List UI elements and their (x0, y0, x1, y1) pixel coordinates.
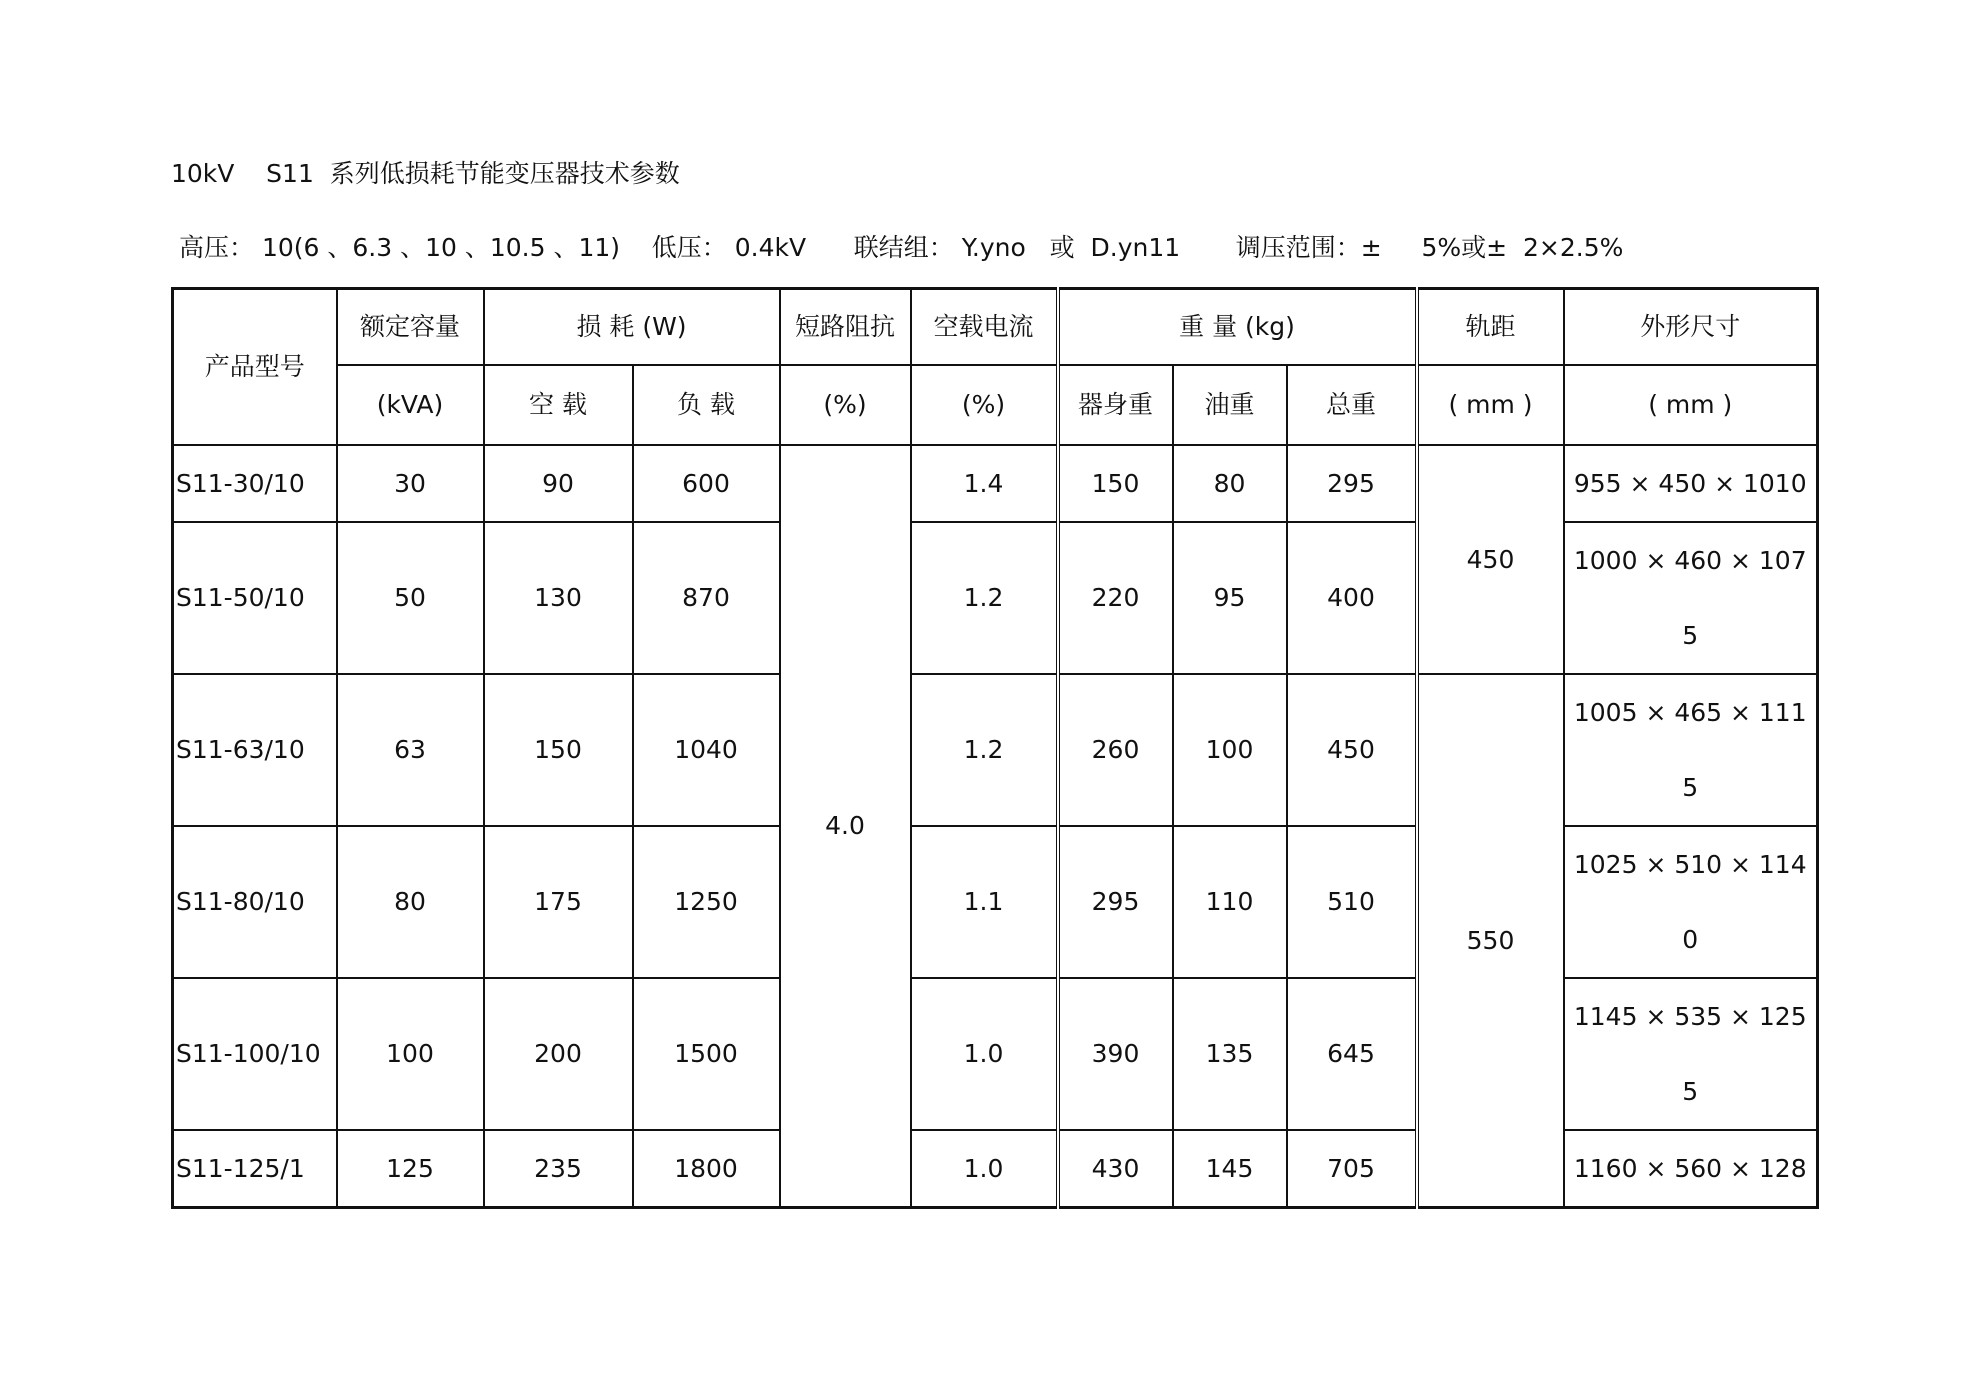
cell-oil-weight: 145 (1173, 1130, 1287, 1208)
cell-current: 1.1 (911, 826, 1058, 978)
document-title: 10kV S11 系列低损耗节能变压器技术参数 (171, 159, 680, 188)
cell-model: S11-30/10 (173, 445, 337, 522)
cell-load-loss: 1800 (633, 1130, 780, 1208)
cell-total-weight: 645 (1287, 978, 1417, 1130)
cell-capacity: 125 (337, 1130, 484, 1208)
cell-dimensions: 1025 × 510 × 1140 (1564, 826, 1818, 978)
header-gauge: 轨距 (1417, 289, 1564, 365)
table-row (173, 674, 1818, 826)
cell-total-weight: 705 (1287, 1130, 1417, 1208)
cell-current: 1.2 (911, 522, 1058, 674)
header-load-loss: 负 载 (633, 365, 780, 445)
cell-body-weight: 220 (1058, 522, 1173, 674)
header-total-weight: 总重 (1287, 365, 1417, 445)
header-no-load-current: 空载电流 (911, 289, 1058, 365)
cell-gauge: 550 (1417, 674, 1564, 1208)
cell-body-weight: 150 (1058, 445, 1173, 522)
cell-capacity: 80 (337, 826, 484, 978)
header-impedance-unit: (%) (780, 365, 911, 445)
cell-model: S11-125/1 (173, 1130, 337, 1208)
cell-dimensions: 955 × 450 × 1010 (1564, 445, 1818, 522)
header-no-load-loss: 空 载 (484, 365, 633, 445)
cell-impedance: 4.0 (780, 445, 911, 1208)
cell-oil-weight: 80 (1173, 445, 1287, 522)
header-dimensions-unit: ( mm ) (1564, 365, 1818, 445)
cell-capacity: 50 (337, 522, 484, 674)
cell-oil-weight: 135 (1173, 978, 1287, 1130)
transformer-parameter-table (171, 287, 1819, 1209)
cell-dimensions: 1160 × 560 × 128 (1564, 1130, 1818, 1208)
cell-no-load-loss: 175 (484, 826, 633, 978)
cell-dimensions: 1145 × 535 × 1255 (1564, 978, 1818, 1130)
cell-load-loss: 600 (633, 445, 780, 522)
header-gauge-unit: ( mm ) (1417, 365, 1564, 445)
table-row (173, 1130, 1818, 1208)
cell-current: 1.0 (911, 978, 1058, 1130)
header-impedance: 短路阻抗 (780, 289, 911, 365)
header-loss: 损 耗 (W) (484, 289, 780, 365)
header-weight: 重 量 (kg) (1058, 289, 1417, 365)
cell-body-weight: 260 (1058, 674, 1173, 826)
cell-no-load-loss: 130 (484, 522, 633, 674)
cell-model: S11-100/10 (173, 978, 337, 1130)
cell-total-weight: 295 (1287, 445, 1417, 522)
cell-no-load-loss: 90 (484, 445, 633, 522)
header-current-unit: (%) (911, 365, 1058, 445)
table-row (173, 978, 1818, 1130)
cell-dimensions: 1005 × 465 × 1115 (1564, 674, 1818, 826)
cell-oil-weight: 110 (1173, 826, 1287, 978)
cell-current: 1.2 (911, 674, 1058, 826)
header-row-2 (173, 365, 1818, 445)
table-row (173, 826, 1818, 978)
cell-load-loss: 1500 (633, 978, 780, 1130)
header-body-weight: 器身重 (1058, 365, 1173, 445)
cell-oil-weight: 95 (1173, 522, 1287, 674)
header-capacity-unit: (kVA) (337, 365, 484, 445)
cell-load-loss: 870 (633, 522, 780, 674)
cell-load-loss: 1250 (633, 826, 780, 978)
electrical-specs: 高压： 10(6 、6.3 、10 、10.5 、11) 低压： 0.4kV 联结组： Y.yno 或 D.yn11 调压范围：± 5%或± 2×2.5% (179, 233, 1624, 262)
cell-model: S11-63/10 (173, 674, 337, 826)
cell-body-weight: 295 (1058, 826, 1173, 978)
header-dimensions: 外形尺寸 (1564, 289, 1818, 365)
header-oil-weight: 油重 (1173, 365, 1287, 445)
table-row (173, 445, 1818, 522)
cell-total-weight: 400 (1287, 522, 1417, 674)
cell-oil-weight: 100 (1173, 674, 1287, 826)
cell-current: 1.0 (911, 1130, 1058, 1208)
cell-capacity: 100 (337, 978, 484, 1130)
cell-dimensions: 1000 × 460 × 1075 (1564, 522, 1818, 674)
table-row (173, 522, 1818, 674)
cell-capacity: 63 (337, 674, 484, 826)
cell-total-weight: 450 (1287, 674, 1417, 826)
header-row-1 (173, 289, 1818, 365)
cell-no-load-loss: 200 (484, 978, 633, 1130)
cell-body-weight: 390 (1058, 978, 1173, 1130)
header-model: 产品型号 (173, 289, 337, 445)
cell-no-load-loss: 150 (484, 674, 633, 826)
cell-no-load-loss: 235 (484, 1130, 633, 1208)
cell-current: 1.4 (911, 445, 1058, 522)
cell-model: S11-50/10 (173, 522, 337, 674)
cell-capacity: 30 (337, 445, 484, 522)
cell-gauge: 450 (1417, 445, 1564, 674)
cell-load-loss: 1040 (633, 674, 780, 826)
header-capacity: 额定容量 (337, 289, 484, 365)
cell-model: S11-80/10 (173, 826, 337, 978)
cell-body-weight: 430 (1058, 1130, 1173, 1208)
cell-total-weight: 510 (1287, 826, 1417, 978)
